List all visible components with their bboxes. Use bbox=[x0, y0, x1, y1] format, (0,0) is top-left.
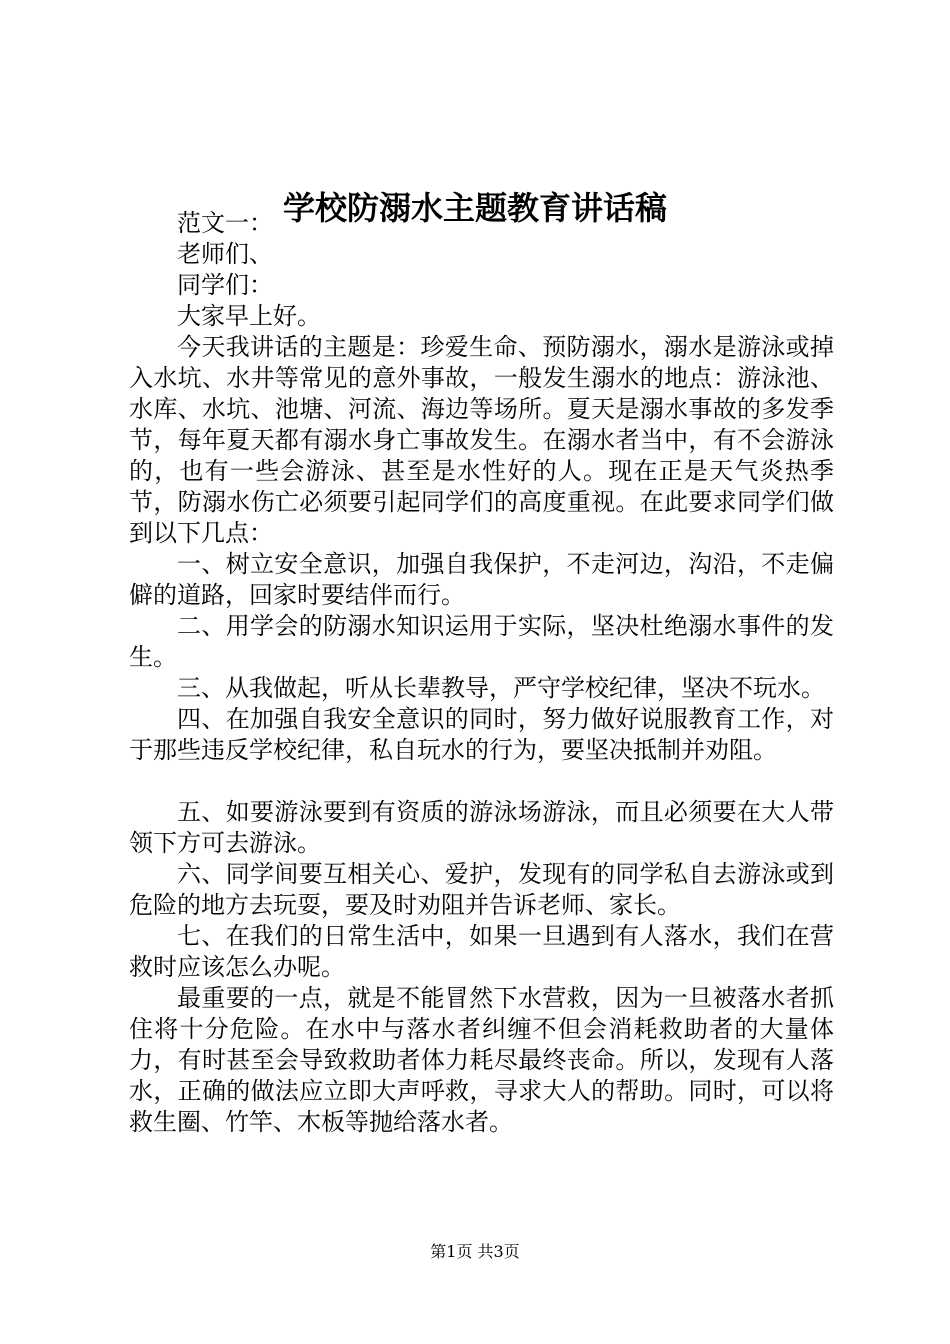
paragraph-point-2: 二、用学会的防溺水知识运用于实际，坚决杜绝溺水事件的发生。 bbox=[129, 612, 834, 671]
paragraph-point-4: 四、在加强自我安全意识的同时，努力做好说服教育工作，对于那些违反学校纪律，私自玩水的行为，要坚决抵制并劝阻。 bbox=[129, 705, 834, 764]
document-title: 学校防溺水主题教育讲话稿 bbox=[282, 189, 667, 227]
paragraph-spacer bbox=[129, 766, 834, 797]
paragraph-point-5: 五、如要游泳要到有资质的游泳场游泳，而且必须要在大人带领下方可去游泳。 bbox=[129, 798, 834, 857]
document-body bbox=[129, 208, 834, 1138]
paragraph-rescue-advice: 最重要的一点，就是不能冒然下水营救，因为一旦被落水者抓住将十分危险。在水中与落水者纠缠不但会消耗救助者的大量体力，有时甚至会导致救助者体力耗尽最终丧命。所以，发现有人落水，正确的做法应立即大声呼救，寻求大人的帮助。同时，可以将救生圈、竹竿、木板等抛给落水者。 bbox=[129, 984, 834, 1136]
page-number-footer: 第1页 共3页 bbox=[430, 1242, 520, 1261]
paragraph-point-1: 一、树立安全意识，加强自我保护，不走河边，沟沿，不走偏僻的道路，回家时要结伴而行。 bbox=[129, 550, 834, 609]
paragraph-introduction: 今天我讲话的主题是：珍爱生命、预防溺水，溺水是游泳或掉入水坑、水井等常见的意外事故，一般发生溺水的地点：游泳池、水库、水坑、池塘、河流、海边等场所。夏天是溺水事故的多发季节，每年夏天都有溺水身亡事故发生。在溺水者当中，有不会游泳的，也有一些会游泳、甚至是水性好的人。现在正是天气炎热季节，防溺水伤亡必须要引起同学们的高度重视。在此要求同学们做到以下几点： bbox=[129, 333, 834, 547]
paragraph-teachers: 老师们、 bbox=[177, 240, 273, 268]
paragraph-point-6: 六、同学间要互相关心、爱护，发现有的同学私自去游泳或到危险的地方去玩耍，要及时劝阻并告诉老师、家长。 bbox=[129, 860, 834, 919]
paragraph-salutation-heading: 范文一： bbox=[177, 209, 273, 237]
paragraph-point-7: 七、在我们的日常生活中，如果一旦遇到有人落水，我们在营救时应该怎么办呢。 bbox=[129, 922, 834, 981]
paragraph-greeting: 大家早上好。 bbox=[177, 302, 321, 330]
paragraph-point-3: 三、从我做起，听从长辈教导，严守学校纪律，坚决不玩水。 bbox=[177, 674, 825, 702]
paragraph-students: 同学们： bbox=[177, 271, 273, 299]
